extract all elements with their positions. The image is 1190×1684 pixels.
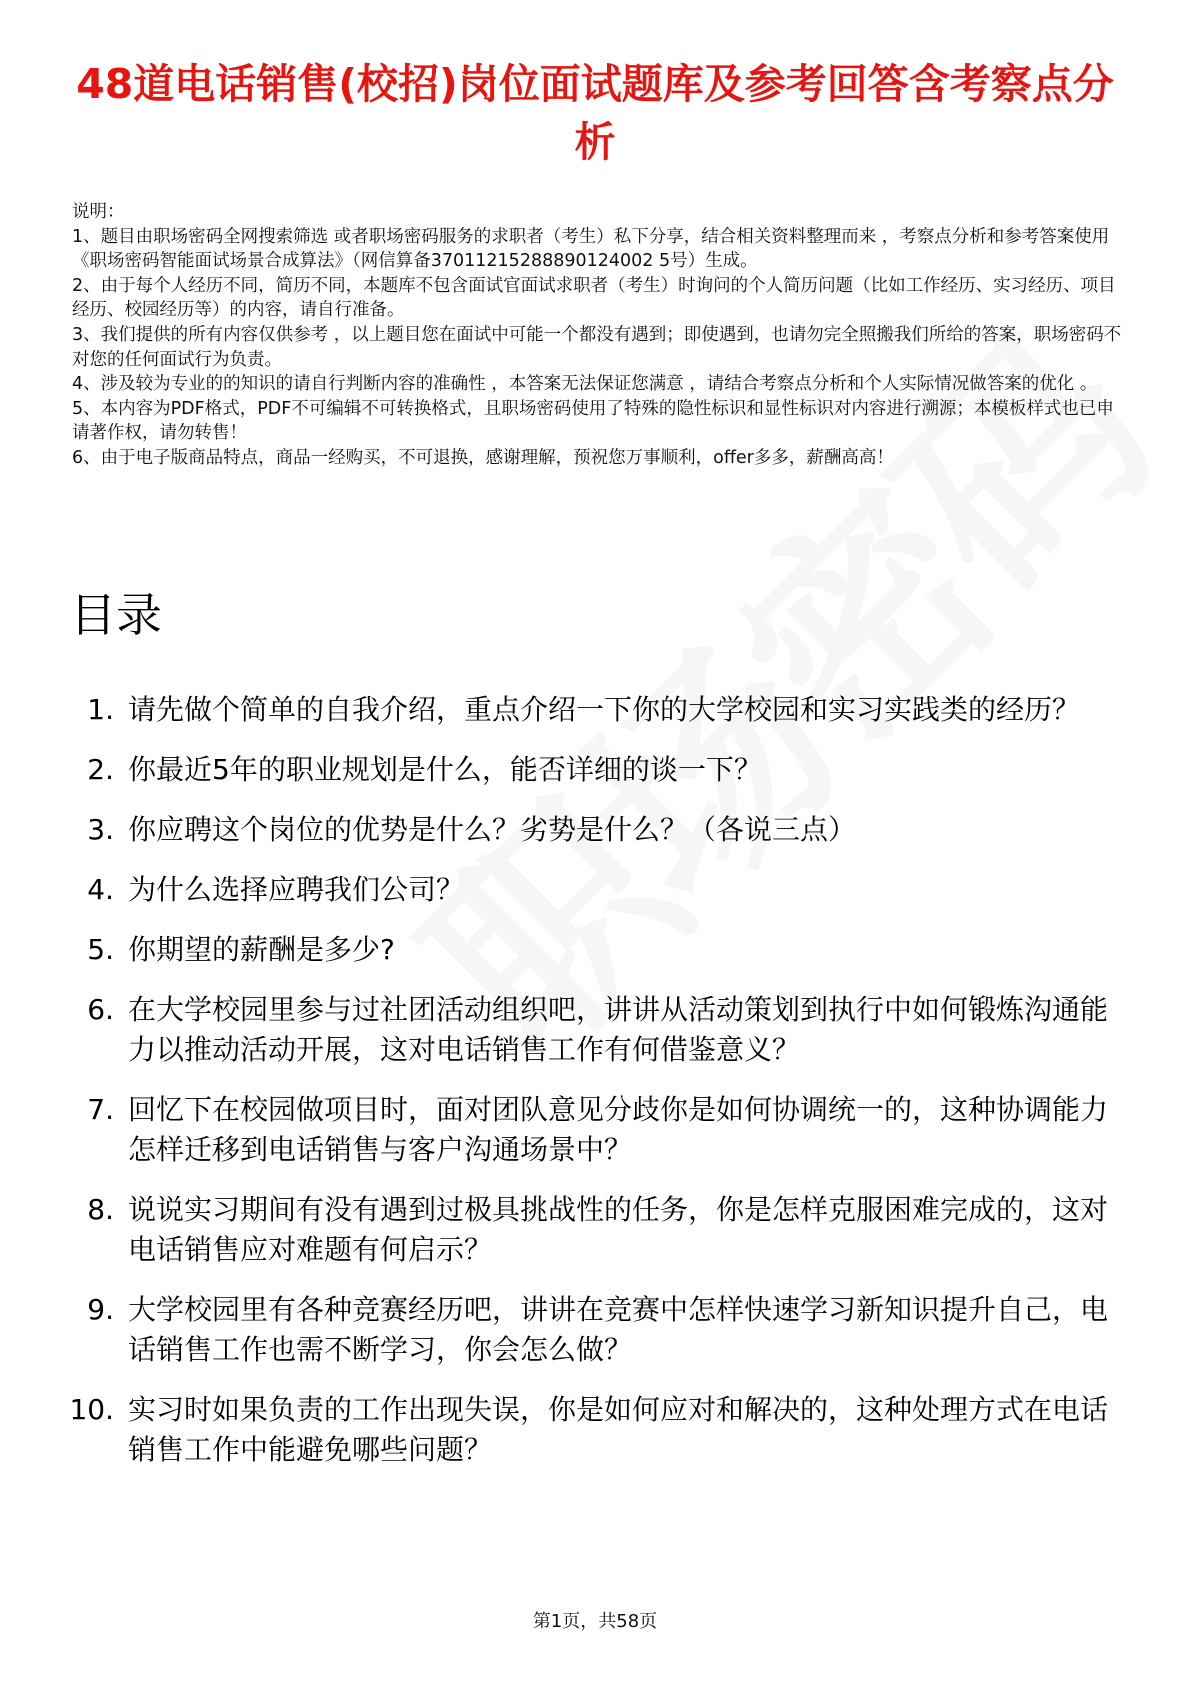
toc-item-2[interactable]	[60, 750, 1133, 790]
toc-item-4[interactable]	[60, 870, 1133, 910]
toc-text: 说说实习期间有没有遇到过极具挑战性的任务，你是怎样克服困难完成的，这对电话销售应对难题有何启示？	[128, 1193, 1109, 1266]
note-item: 6、由于电子版商品特点，商品一经购买，不可退换，感谢理解，预祝您万事顺利，offer多多，薪酬高高！	[72, 447, 894, 468]
toc-number: 5.	[87, 933, 114, 966]
toc-text: 大学校园里有各种竞赛经历吧，讲讲在竞赛中怎样快速学习新知识提升自己，电话销售工作也需不断学习，你会怎么做？	[128, 1293, 1109, 1366]
toc-number: 4.	[87, 873, 114, 906]
table-of-contents	[60, 690, 1140, 1490]
notes-heading: 说明：	[72, 202, 125, 222]
toc-text: 请先做个简单的自我介绍，重点介绍一下你的大学校园和实习实践类的经历？	[128, 693, 1081, 726]
toc-item-3[interactable]	[60, 810, 1133, 850]
toc-number: 10.	[69, 1393, 114, 1426]
toc-text: 你应聘这个岗位的优势是什么？劣势是什么？（各说三点）	[128, 813, 857, 846]
document-title: 48道电话销售(校招)岗位面试题库及参考回答含考察点分析	[76, 60, 1114, 166]
toc-number: 1.	[87, 693, 114, 726]
toc-text: 为什么选择应聘我们公司？	[128, 873, 465, 906]
toc-item-10[interactable]	[60, 1390, 1133, 1470]
toc-text: 实习时如果负责的工作出现失误，你是如何应对和解决的，这种处理方式在电话销售工作中能避免哪些问题？	[128, 1393, 1109, 1466]
toc-number: 3.	[87, 813, 114, 846]
note-item: 1、题目由职场密码全网搜索筛选 或者职场密码服务的求职者（考生）私下分享，结合相关资料整理而来 ，考察点分析和参考答案使用《职场密码智能面试场景合成算法》（网信算备37011215288890124002 5号）生成。	[72, 226, 1110, 272]
toc-number: 7.	[87, 1093, 114, 1126]
toc-text: 回忆下在校园做项目时，面对团队意见分歧你是如何协调统一的，这种协调能力怎样迁移到电话销售与客户沟通场景中？	[128, 1093, 1109, 1166]
toc-heading: 目录	[70, 588, 162, 642]
toc-item-1[interactable]	[60, 690, 1133, 730]
note-item: 4、涉及较为专业的的知识的请自行判断内容的准确性 ，本答案无法保证您满意 ，请结合考察点分析和个人实际情况做答案的优化 。	[72, 374, 1098, 395]
toc-item-8[interactable]	[60, 1190, 1133, 1270]
toc-number: 6.	[87, 993, 114, 1026]
toc-text: 你最近5年的职业规划是什么，能否详细的谈一下？	[128, 753, 762, 786]
toc-text: 你期望的薪酬是多少?	[128, 933, 395, 966]
note-item: 5、本内容为PDF格式，PDF不可编辑不可转换格式，且职场密码使用了特殊的隐性标识和显性标识对内容进行溯源；本模板样式也已申请著作权，请勿转售！	[72, 398, 1114, 444]
toc-item-6[interactable]	[60, 990, 1133, 1070]
note-item: 2、由于每个人经历不同，简历不同，本题库不包含面试官面试求职者（考生）时询问的个人简历问题（比如工作经历、实习经历、项目经历、校园经历等）的内容，请自行准备。	[72, 275, 1116, 321]
toc-number: 2.	[87, 753, 114, 786]
page-footer: 第1页，共58页	[532, 1611, 658, 1632]
toc-item-5[interactable]	[60, 930, 1133, 970]
note-item: 3、我们提供的所有内容仅供参考 ，以上题目您在面试中可能一个都没有遇到；即使遇到，也请勿完全照搬我们所给的答案，职场密码不对您的任何面试行为负责。	[72, 324, 1122, 370]
toc-number: 8.	[87, 1193, 114, 1226]
notes-section	[72, 200, 1122, 471]
toc-number: 9.	[87, 1293, 114, 1326]
toc-item-7[interactable]	[60, 1090, 1133, 1170]
toc-text: 在大学校园里参与过社团活动组织吧，讲讲从活动策划到执行中如何锻炼沟通能力以推动活动开展，这对电话销售工作有何借鉴意义？	[128, 993, 1109, 1066]
toc-item-9[interactable]	[60, 1290, 1133, 1370]
